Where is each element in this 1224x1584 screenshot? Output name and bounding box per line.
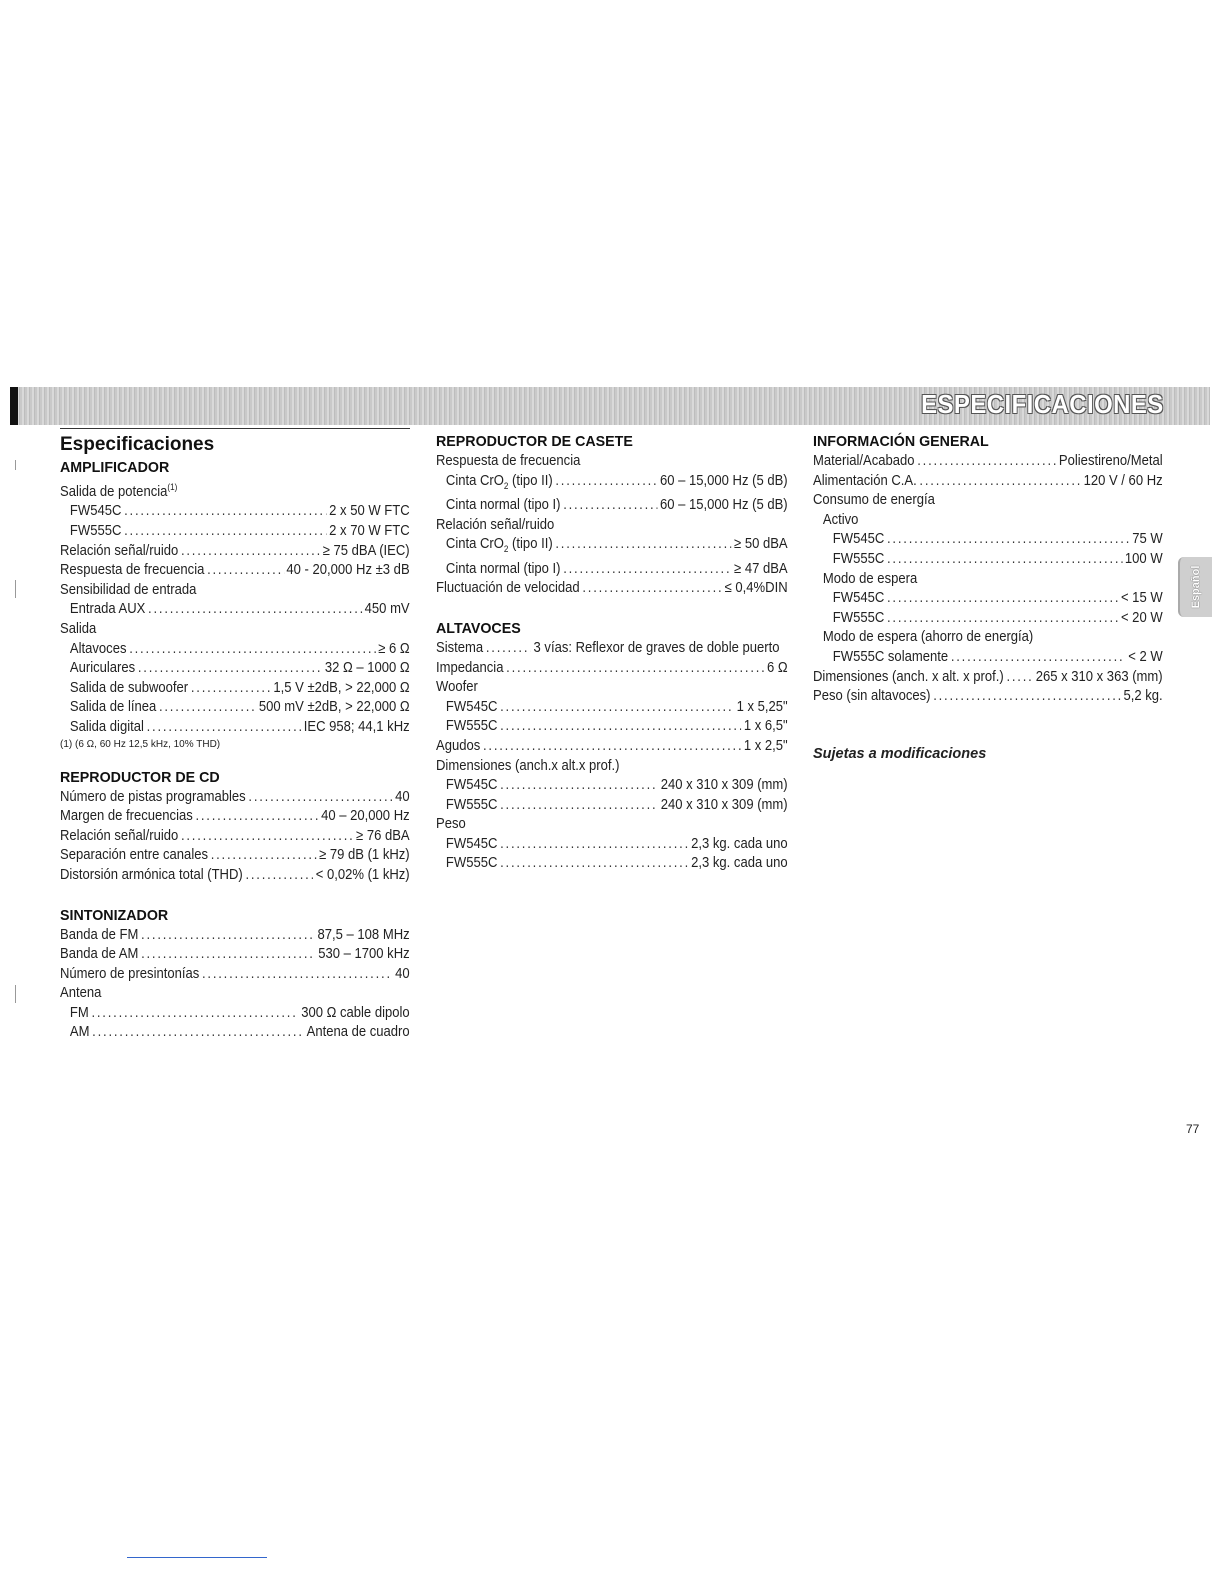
spec-group-label: Relación señal/ruido — [436, 516, 555, 533]
spec-row: FW545C ..... 2,3 kg. cada uno — [436, 835, 788, 855]
spec-row: Fluctuación de velocidad ..... ≤ 0,4%DIN — [436, 579, 788, 599]
footer-note: Sujetas a modificaciones — [813, 745, 987, 762]
spec-row: FW545C ..... 2 x 50 W FTC — [60, 502, 410, 522]
spec-row: Cinta CrO$_2$ (tipo II) ..... 60 – 15,000 Hz (5 dB) — [436, 472, 788, 496]
spec-group-label: Sensibilidad de entrada — [60, 581, 197, 598]
column-cassette-speakers — [436, 432, 788, 874]
divider — [127, 1557, 267, 1558]
spec-group-label: Salida — [60, 620, 97, 637]
margin-mark — [15, 460, 16, 470]
spec-row: Salida de subwoofer ..... 1,5 V ±2dB, > 22,000 Ω — [60, 679, 410, 699]
spec-group-label: Peso — [436, 816, 466, 833]
section-banner — [10, 387, 1210, 425]
page-number: 77 — [1186, 1122, 1200, 1136]
spec-row: Material/Acabado ..... Poliestireno/Metal — [813, 452, 1163, 472]
spec-row: Relación señal/ruido ..... ≥ 75 dBA (IEC) — [60, 542, 410, 562]
spec-row: FW545C ..... 240 x 310 x 309 (mm) — [436, 776, 788, 796]
spec-row: AM ..... Antena de cuadro — [60, 1023, 410, 1043]
spec-row: Banda de AM ..... 530 – 1700 kHz — [60, 945, 410, 965]
language-tab: Español — [1178, 557, 1212, 617]
spec-row: Salida de línea ..... 500 mV ±2dB, > 22,000 Ω — [60, 698, 410, 718]
spec-row: Salida digital ..... IEC 958; 44,1 kHz — [60, 718, 410, 738]
section-heading-casete: REPRODUCTOR DE CASETE — [436, 433, 633, 450]
spec-row: FW545C ..... 1 x 5,25" — [436, 698, 788, 718]
spec-row: Cinta normal (tipo I) ..... 60 – 15,000 Hz (5 dB) — [436, 496, 788, 516]
section-heading-altavoces: ALTAVOCES — [436, 619, 521, 637]
spec-group-label: Antena — [60, 985, 102, 1002]
footnote: (1) (6 Ω, 60 Hz 12,5 kHz, 10% THD) — [60, 738, 221, 750]
column-general-info — [813, 432, 1163, 764]
section-heading-informacion-general: INFORMACIÓN GENERAL — [813, 433, 989, 450]
spec-group-label: Modo de espera — [822, 570, 918, 587]
spec-row: Peso (sin altavoces) ..... 5,2 kg. — [813, 687, 1163, 707]
banner-left-bar — [10, 387, 18, 425]
margin-mark — [15, 985, 16, 1003]
spec-row: Banda de FM ..... 87,5 – 108 MHz — [60, 926, 410, 946]
spec-row: Cinta CrO$_2$ (tipo II) ..... ≥ 50 dBA — [436, 535, 788, 559]
spec-row: FW555C ..... 2,3 kg. cada uno — [436, 854, 788, 874]
spec-row: Separación entre canales ..... ≥ 79 dB (1 kHz) — [60, 846, 410, 866]
spec-group-label: Respuesta de frecuencia — [436, 453, 581, 469]
banner-title: ESPECIFICACIONES — [921, 389, 1164, 419]
spec-row: FW555C ..... 100 W — [813, 550, 1163, 570]
spec-row: Alimentación C.A. ..... 120 V / 60 Hz — [813, 472, 1163, 492]
spec-group-label: Dimensiones (anch.x alt.x prof.) — [436, 757, 620, 774]
spec-row: Cinta normal (tipo I) ..... ≥ 47 dBA — [436, 560, 788, 580]
spec-row: Distorsión armónica total (THD) ..... < 0,02% (1 kHz) — [60, 866, 410, 886]
spec-row: FW555C ..... 2 x 70 W FTC — [60, 522, 410, 542]
spec-row: Dimensiones (anch. x alt. x prof.) ..... 265 x 310 x 363 (mm) — [813, 668, 1163, 688]
spec-row: Sistema ..... 3 vías: Reflexor de graves de doble puerto — [436, 639, 788, 659]
spec-row: FW555C ..... < 20 W — [813, 609, 1163, 629]
spec-row: Respuesta de frecuencia ..... 40 - 20,000 Hz ±3 dB — [60, 561, 410, 581]
spec-group-label: Activo — [822, 511, 859, 528]
column-amplifier-cd-tuner — [60, 432, 410, 1043]
spec-row: FW545C ..... 75 W — [813, 530, 1163, 550]
spec-row: Altavoces ..... ≥ 6 Ω — [60, 640, 410, 660]
spec-row: FW555C ..... 240 x 310 x 309 (mm) — [436, 796, 788, 816]
spec-row: Margen de frecuencias ..... 40 – 20,000 Hz — [60, 807, 410, 827]
section-heading-amplificador: AMPLIFICADOR — [60, 459, 170, 476]
page-title: Especificaciones — [60, 428, 410, 458]
spec-row: Agudos ..... 1 x 2,5" — [436, 737, 788, 757]
section-heading-sintonizador: SINTONIZADOR — [60, 906, 169, 924]
spec-group-label: Consumo de energía — [813, 492, 935, 509]
spec-group-label: Woofer — [436, 679, 478, 696]
margin-mark — [15, 580, 16, 598]
spec-row: Entrada AUX ..... 450 mV — [60, 600, 410, 620]
spec-row: FW545C ..... < 15 W — [813, 589, 1163, 609]
section-heading-cd: REPRODUCTOR DE CD — [60, 768, 220, 786]
spec-row: Auriculares ..... 32 Ω – 1000 Ω — [60, 659, 410, 679]
spec-group-label: Modo de espera (ahorro de energía) — [822, 629, 1034, 646]
spec-row: Relación señal/ruido ..... ≥ 76 dBA — [60, 827, 410, 847]
spec-group-label: Salida de potencia$^{(1)}$ — [60, 482, 178, 500]
spec-row: Número de presintonías ..... 40 — [60, 965, 410, 985]
spec-row: Impedancia ..... 6 Ω — [436, 659, 788, 679]
spec-row: FW555C ..... 1 x 6,5" — [436, 717, 788, 737]
spec-row: FM ..... 300 Ω cable dipolo — [60, 1004, 410, 1024]
spec-row: FW555C solamente ..... < 2 W — [813, 648, 1163, 668]
spec-row: Número de pistas programables ..... 40 — [60, 788, 410, 808]
